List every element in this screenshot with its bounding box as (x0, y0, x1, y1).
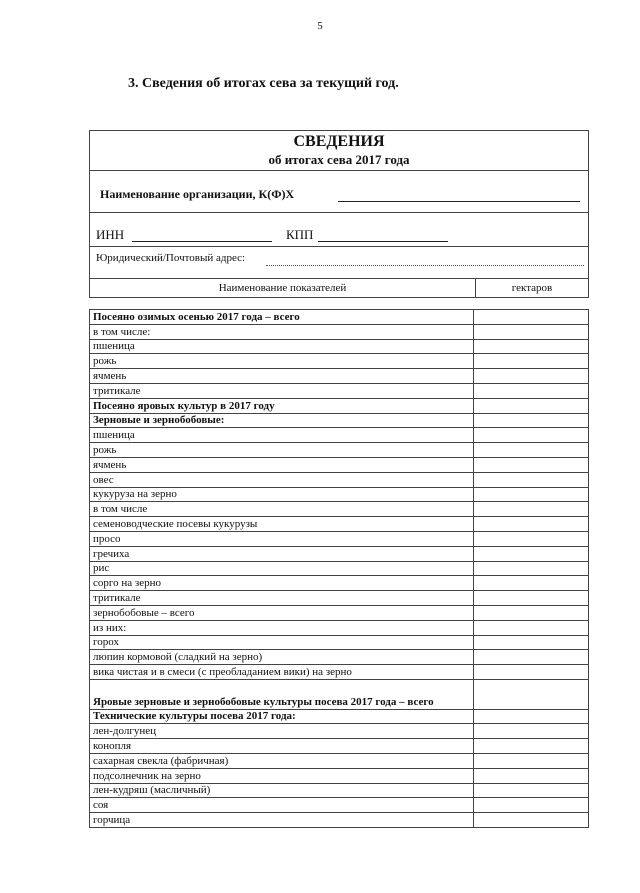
hectares-cell[interactable] (474, 561, 589, 576)
hectares-cell[interactable] (474, 502, 589, 517)
form-subtitle: об итогах сева 2017 года (268, 152, 410, 167)
hectares-cell[interactable] (474, 369, 589, 384)
form-title-block (90, 131, 588, 171)
kpp-label: КПП (286, 227, 314, 242)
row-label: овес (90, 472, 474, 487)
hectares-cell[interactable] (474, 605, 589, 620)
table-row (90, 591, 589, 606)
row-label: соя (90, 798, 474, 813)
hectares-cell[interactable] (474, 354, 589, 369)
row-label: горчица (90, 813, 474, 828)
row-label: Посеяно яровых культур в 2017 году (90, 398, 474, 413)
table-header-row (90, 279, 588, 297)
inn-label: ИНН (96, 227, 125, 242)
hectares-cell[interactable] (474, 724, 589, 739)
row-label: Посеяно озимых осенью 2017 года – всего (90, 310, 474, 325)
row-label: просо (90, 531, 474, 546)
inn-field[interactable] (132, 241, 272, 242)
row-label: ячмень (90, 457, 474, 472)
table-row (90, 605, 589, 620)
table-row (90, 635, 589, 650)
table-row (90, 487, 589, 502)
table-row (90, 620, 589, 635)
page-number: 5 (317, 20, 323, 32)
hectares-cell[interactable] (474, 813, 589, 828)
row-label: вика чистая и в смеси (с преобладанием вики) на зерно (90, 665, 474, 680)
table-row (90, 679, 589, 709)
table-row (90, 768, 589, 783)
row-label: ячмень (90, 369, 474, 384)
row-label: кукуруза на зерно (90, 487, 474, 502)
table-row (90, 724, 589, 739)
hectares-cell[interactable] (474, 739, 589, 754)
table-row (90, 383, 589, 398)
hectares-cell[interactable] (474, 650, 589, 665)
table-row (90, 753, 589, 768)
organization-label: Наименование организации, К(Ф)Х (100, 187, 295, 201)
address-label: Юридический/Почтовый адрес: (96, 252, 246, 264)
row-label: Яровые зерновые и зернобобовые культуры посева 2017 года – всего (90, 679, 474, 709)
table-row (90, 413, 589, 428)
table-row (90, 739, 589, 754)
table-row (90, 443, 589, 458)
table-row (90, 813, 589, 828)
row-label: в том числе: (90, 324, 474, 339)
row-label: пшеница (90, 428, 474, 443)
row-label: конопля (90, 739, 474, 754)
column-header-unit: гектаров (511, 282, 553, 294)
table-row (90, 546, 589, 561)
form-title: СВЕДЕНИЯ (293, 133, 385, 150)
hectares-cell[interactable] (474, 665, 589, 680)
row-label: из них: (90, 620, 474, 635)
hectares-cell[interactable] (474, 339, 589, 354)
form-header-block (89, 130, 589, 298)
table-row (90, 398, 589, 413)
hectares-cell[interactable] (474, 591, 589, 606)
hectares-cell[interactable] (474, 576, 589, 591)
row-label: семеноводческие посевы кукурузы (90, 517, 474, 532)
row-label: тритикале (90, 591, 474, 606)
row-label: лен-долгунец (90, 724, 474, 739)
row-label: сорго на зерно (90, 576, 474, 591)
row-label: люпин кормовой (сладкий на зерно) (90, 650, 474, 665)
row-label: горох (90, 635, 474, 650)
table-row (90, 428, 589, 443)
hectares-cell[interactable] (474, 443, 589, 458)
hectares-cell[interactable] (474, 383, 589, 398)
row-label: лен-кудряш (масличный) (90, 783, 474, 798)
row-label: тритикале (90, 383, 474, 398)
hectares-cell[interactable] (474, 783, 589, 798)
table-row (90, 783, 589, 798)
hectares-cell[interactable] (474, 324, 589, 339)
hectares-cell[interactable] (474, 679, 589, 709)
row-label: гречиха (90, 546, 474, 561)
table-row (90, 324, 589, 339)
row-label: пшеница (90, 339, 474, 354)
address-field[interactable] (266, 265, 584, 266)
column-header-name: Наименование показателей (90, 279, 476, 297)
row-label: рожь (90, 354, 474, 369)
row-label: зернобобовые – всего (90, 605, 474, 620)
hectares-cell[interactable] (474, 457, 589, 472)
table-row (90, 798, 589, 813)
row-label: в том числе (90, 502, 474, 517)
hectares-cell[interactable] (474, 768, 589, 783)
hectares-cell[interactable] (474, 635, 589, 650)
row-label: сахарная свекла (фабричная) (90, 753, 474, 768)
table-row (90, 369, 589, 384)
row-label: Зерновые и зернобобовые: (90, 413, 474, 428)
hectares-cell[interactable] (474, 620, 589, 635)
table-row (90, 310, 589, 325)
organization-row (90, 171, 588, 213)
address-row (90, 247, 588, 279)
organization-field[interactable] (338, 201, 580, 202)
hectares-cell[interactable] (474, 413, 589, 428)
hectares-cell[interactable] (474, 798, 589, 813)
hectares-cell[interactable] (474, 398, 589, 413)
hectares-cell[interactable] (474, 709, 589, 724)
hectares-cell[interactable] (474, 546, 589, 561)
table-row (90, 531, 589, 546)
table-row (90, 709, 589, 724)
table-row (90, 576, 589, 591)
inn-kpp-row (90, 213, 588, 247)
hectares-cell[interactable] (474, 531, 589, 546)
hectares-cell[interactable] (474, 428, 589, 443)
hectares-cell[interactable] (474, 310, 589, 325)
row-label: рис (90, 561, 474, 576)
section-title: 3. Сведения об итогах сева за текущий год. (128, 76, 399, 91)
table-row (90, 650, 589, 665)
table-row (90, 561, 589, 576)
table-row (90, 502, 589, 517)
table-row (90, 665, 589, 680)
table-row (90, 354, 589, 369)
hectares-cell[interactable] (474, 517, 589, 532)
hectares-cell[interactable] (474, 472, 589, 487)
table-row (90, 339, 589, 354)
row-label: Технические культуры посева 2017 года: (90, 709, 474, 724)
table-row (90, 517, 589, 532)
row-label: подсолнечник на зерно (90, 768, 474, 783)
hectares-cell[interactable] (474, 487, 589, 502)
table-row (90, 457, 589, 472)
sowing-table (89, 309, 589, 828)
kpp-field[interactable] (318, 241, 448, 242)
table-row (90, 472, 589, 487)
row-label: рожь (90, 443, 474, 458)
hectares-cell[interactable] (474, 753, 589, 768)
